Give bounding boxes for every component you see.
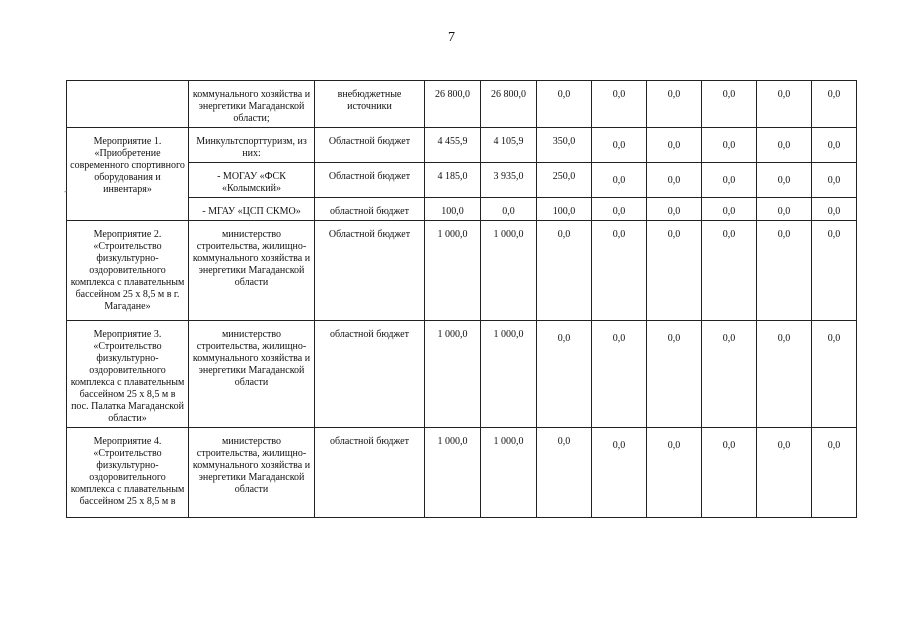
value-cell: 0,0	[757, 198, 812, 221]
value-cell: 0,0	[702, 428, 757, 518]
value-cell: 1 000,0	[425, 428, 481, 518]
value-cell: 0,0	[702, 128, 757, 163]
value-cell: 3 935,0	[481, 163, 537, 198]
funding-source-cell: Областной бюджет	[315, 128, 425, 163]
value-cell: 100,0	[425, 198, 481, 221]
executor-cell: коммунального хозяйства и энергетики Магаданской области;	[189, 81, 315, 128]
value-cell: 1 000,0	[481, 321, 537, 428]
event-cell: Мероприятие 4. «Строительство физкультурно-оздоровительного комплекса с плавательным бассейном 25 х 8,5 м в	[67, 428, 189, 518]
value-cell: 0,0	[537, 321, 592, 428]
value-cell: 0,0	[647, 128, 702, 163]
funding-source-cell: Областной бюджет	[315, 221, 425, 321]
value-cell: 0,0	[592, 321, 647, 428]
executor-cell: министерство строительства, жилищно-коммунального хозяйства и энергетики Магаданской области	[189, 221, 315, 321]
table-row	[67, 428, 857, 518]
event-cell: Мероприятие 3. «Строительство физкультурно-оздоровительного комплекса с плавательным бассейном 25 х 8,5 м в пос. Палатка Магаданской области»	[67, 321, 189, 428]
table-row	[67, 221, 857, 321]
value-cell: 0,0	[702, 198, 757, 221]
value-cell: 0,0	[702, 163, 757, 198]
table-row	[67, 321, 857, 428]
value-cell: 0,0	[537, 428, 592, 518]
value-cell: 0,0	[757, 128, 812, 163]
value-cell: 0,0	[812, 198, 857, 221]
executor-cell: Минкультспорттуризм, из них:	[189, 128, 315, 163]
value-cell: 0,0	[592, 198, 647, 221]
event-cell: Мероприятие 1. «Приобретение современного спортивного оборудования и инвентаря»	[67, 128, 189, 221]
executor-cell: министерство строительства, жилищно-коммунального хозяйства и энергетики Магаданской области	[189, 428, 315, 518]
value-cell: 4 455,9	[425, 128, 481, 163]
value-cell: 1 000,0	[425, 221, 481, 321]
value-cell: 100,0	[537, 198, 592, 221]
value-cell: 0,0	[647, 321, 702, 428]
value-cell: 0,0	[812, 163, 857, 198]
value-cell: 0,0	[592, 221, 647, 321]
value-cell: 1 000,0	[481, 221, 537, 321]
value-cell: 0,0	[812, 428, 857, 518]
event-cell	[67, 81, 189, 128]
value-cell: 4 105,9	[481, 128, 537, 163]
funding-source-cell: областной бюджет	[315, 321, 425, 428]
value-cell: 0,0	[647, 428, 702, 518]
scan-speck: -	[64, 186, 67, 196]
table-row	[67, 128, 857, 163]
value-cell: 4 185,0	[425, 163, 481, 198]
value-cell: 1 000,0	[425, 321, 481, 428]
value-cell: 0,0	[757, 81, 812, 128]
value-cell: 1 000,0	[481, 428, 537, 518]
page-number: 7	[448, 30, 455, 45]
value-cell: 0,0	[537, 221, 592, 321]
value-cell: 0,0	[757, 428, 812, 518]
value-cell: 0,0	[757, 221, 812, 321]
funding-source-cell: областной бюджет	[315, 428, 425, 518]
value-cell: 0,0	[812, 221, 857, 321]
value-cell: 0,0	[702, 321, 757, 428]
value-cell: 0,0	[757, 321, 812, 428]
value-cell: 0,0	[812, 128, 857, 163]
value-cell: 0,0	[702, 221, 757, 321]
value-cell: 0,0	[757, 163, 812, 198]
value-cell: 0,0	[592, 163, 647, 198]
budget-table	[66, 80, 857, 518]
value-cell: 26 800,0	[481, 81, 537, 128]
funding-source-cell: Областной бюджет	[315, 163, 425, 198]
value-cell: 0,0	[812, 81, 857, 128]
funding-source-cell: областной бюджет	[315, 198, 425, 221]
funding-source-cell: внебюджетные источники	[315, 81, 425, 128]
value-cell: 0,0	[647, 198, 702, 221]
value-cell: 0,0	[647, 81, 702, 128]
executor-cell: - МОГАУ «ФСК «Колымский»	[189, 163, 315, 198]
value-cell: 0,0	[592, 428, 647, 518]
executor-cell: министерство строительства, жилищно-коммунального хозяйства и энергетики Магаданской области	[189, 321, 315, 428]
event-cell: Мероприятие 2. «Строительство физкультурно-оздоровительного комплекса с плавательным бассейном 25 х 8,5 м в г. Магадане»	[67, 221, 189, 321]
executor-cell: - МГАУ «ЦСП СКМО»	[189, 198, 315, 221]
value-cell: 0,0	[481, 198, 537, 221]
value-cell: 0,0	[647, 221, 702, 321]
value-cell: 0,0	[702, 81, 757, 128]
value-cell: 0,0	[647, 163, 702, 198]
value-cell: 26 800,0	[425, 81, 481, 128]
value-cell: 0,0	[812, 321, 857, 428]
table-row	[67, 81, 857, 128]
value-cell: 250,0	[537, 163, 592, 198]
value-cell: 0,0	[592, 81, 647, 128]
value-cell: 0,0	[537, 81, 592, 128]
value-cell: 0,0	[592, 128, 647, 163]
value-cell: 350,0	[537, 128, 592, 163]
